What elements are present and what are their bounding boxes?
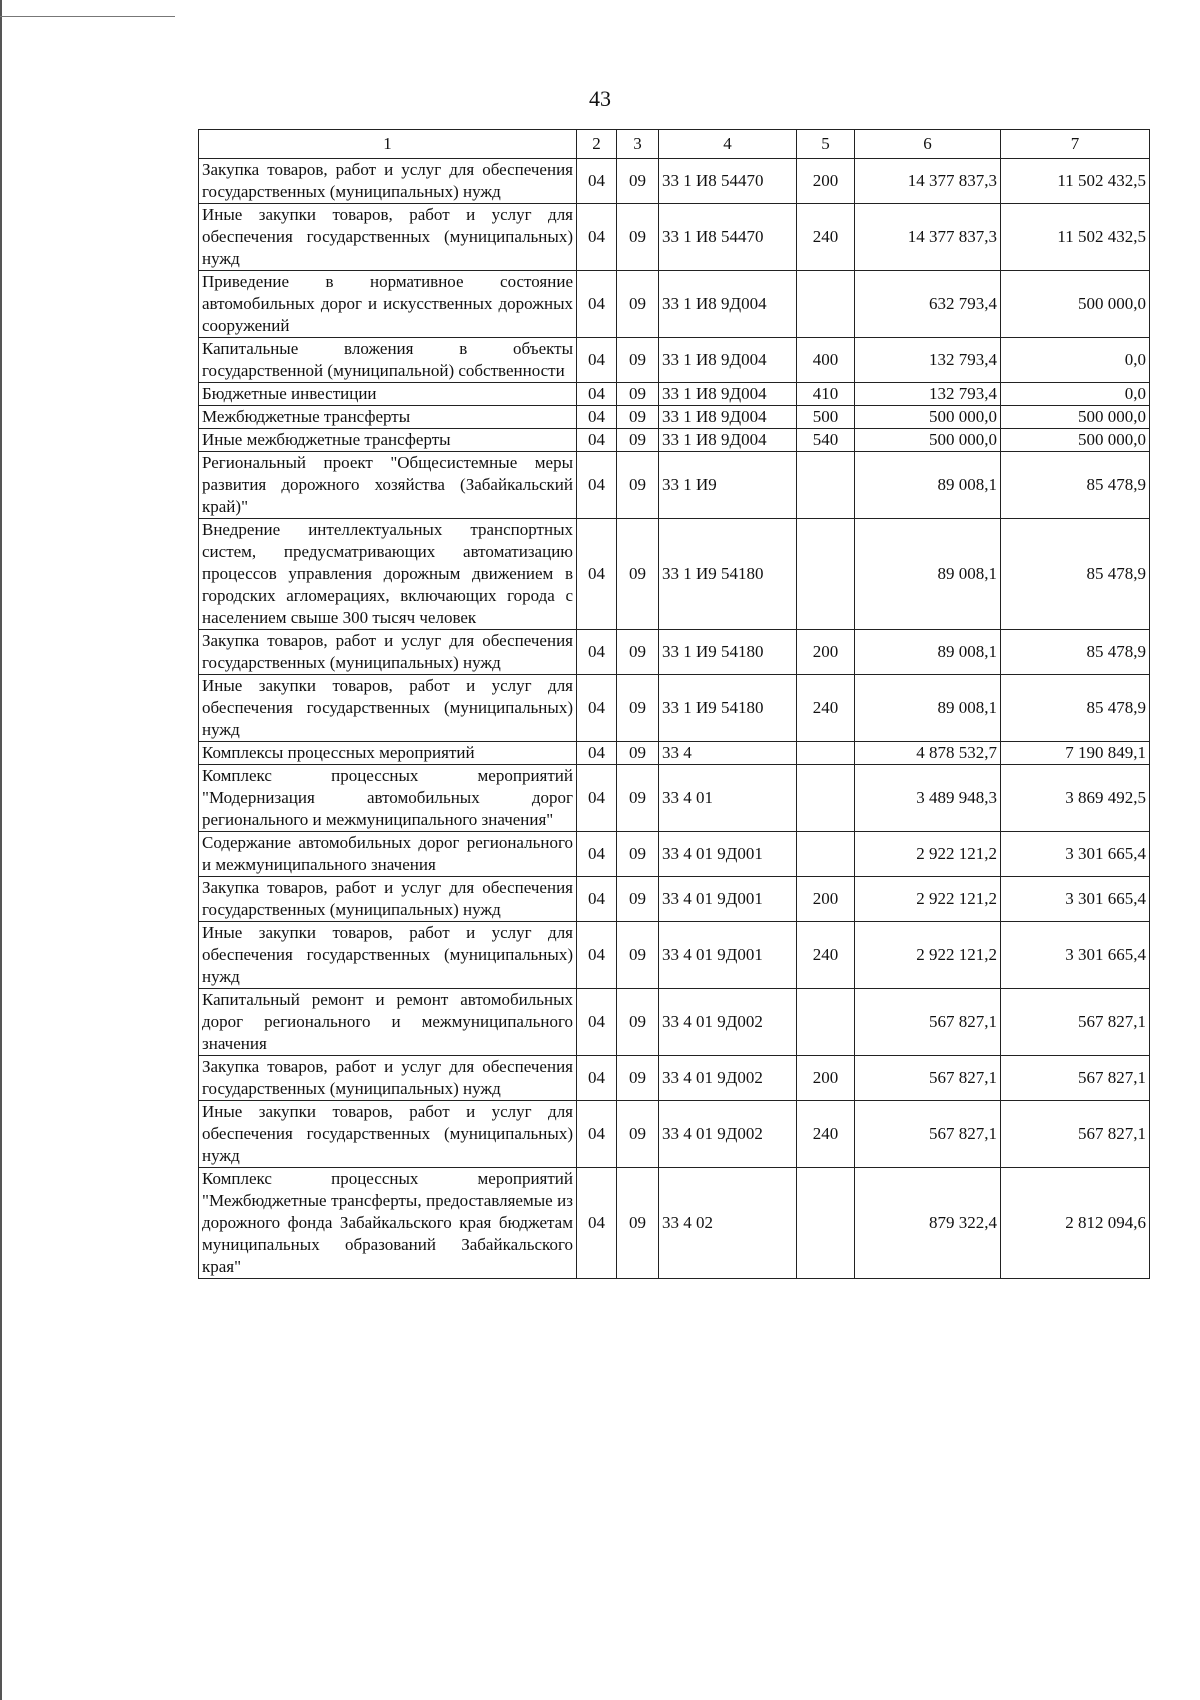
subsection-code-cell: 09 — [617, 383, 659, 406]
budget-table — [198, 129, 1150, 1279]
amount-col7-cell: 500 000,0 — [1001, 271, 1150, 338]
subsection-code-cell: 09 — [617, 630, 659, 675]
expense-type-cell — [797, 742, 855, 765]
expense-type-cell — [797, 765, 855, 832]
table-row — [199, 765, 1150, 832]
subsection-code-cell: 09 — [617, 675, 659, 742]
expense-type-cell — [797, 832, 855, 877]
table-row — [199, 1168, 1150, 1279]
section-code-cell: 04 — [577, 406, 617, 429]
subsection-code-cell: 09 — [617, 989, 659, 1056]
expense-type-cell — [797, 1168, 855, 1279]
target-code-cell: 33 1 И9 54180 — [659, 519, 797, 630]
subsection-code-cell: 09 — [617, 922, 659, 989]
target-code-cell: 33 1 И8 54470 — [659, 204, 797, 271]
table-row — [199, 742, 1150, 765]
amount-col7-cell: 85 478,9 — [1001, 519, 1150, 630]
target-code-cell: 33 4 01 9Д001 — [659, 877, 797, 922]
amount-col7-cell: 0,0 — [1001, 383, 1150, 406]
subsection-code-cell: 09 — [617, 429, 659, 452]
header-col-3: 3 — [617, 130, 659, 159]
section-code-cell: 04 — [577, 338, 617, 383]
page-number: 43 — [589, 86, 611, 111]
amount-col6-cell: 89 008,1 — [855, 452, 1001, 519]
subsection-code-cell: 09 — [617, 832, 659, 877]
target-code-cell: 33 1 И9 54180 — [659, 630, 797, 675]
row-name-cell: Иные закупки товаров, работ и услуг для обеспечения государственных (муниципальных) нужд — [199, 675, 577, 742]
section-code-cell: 04 — [577, 877, 617, 922]
section-code-cell: 04 — [577, 742, 617, 765]
expense-type-cell: 240 — [797, 922, 855, 989]
section-code-cell: 04 — [577, 159, 617, 204]
section-code-cell: 04 — [577, 271, 617, 338]
row-name-cell: Внедрение интеллектуальных транспортных систем, предусматривающих автоматизацию процессов управления дорожным движением в городских агломерациях, включающих города с населением свыше 300 тысяч человек — [199, 519, 577, 630]
section-code-cell: 04 — [577, 383, 617, 406]
table-row — [199, 1101, 1150, 1168]
target-code-cell: 33 4 01 9Д002 — [659, 1101, 797, 1168]
subsection-code-cell: 09 — [617, 204, 659, 271]
amount-col7-cell: 11 502 432,5 — [1001, 204, 1150, 271]
amount-col6-cell: 89 008,1 — [855, 519, 1001, 630]
target-code-cell: 33 1 И8 54470 — [659, 159, 797, 204]
row-name-cell: Иные закупки товаров, работ и услуг для обеспечения государственных (муниципальных) нужд — [199, 922, 577, 989]
table-row — [199, 338, 1150, 383]
expense-type-cell: 410 — [797, 383, 855, 406]
expense-type-cell — [797, 989, 855, 1056]
target-code-cell: 33 4 01 9Д002 — [659, 989, 797, 1056]
section-code-cell: 04 — [577, 1056, 617, 1101]
amount-col7-cell: 3 301 665,4 — [1001, 832, 1150, 877]
expense-type-cell — [797, 519, 855, 630]
subsection-code-cell: 09 — [617, 1168, 659, 1279]
target-code-cell: 33 1 И8 9Д004 — [659, 406, 797, 429]
scan-top-rule — [0, 16, 175, 17]
expense-type-cell — [797, 271, 855, 338]
expense-type-cell: 200 — [797, 630, 855, 675]
amount-col7-cell: 3 301 665,4 — [1001, 922, 1150, 989]
amount-col7-cell: 85 478,9 — [1001, 675, 1150, 742]
table-row — [199, 383, 1150, 406]
section-code-cell: 04 — [577, 429, 617, 452]
section-code-cell: 04 — [577, 675, 617, 742]
row-name-cell: Региональный проект "Общесистемные меры развития дорожного хозяйства (Забайкальский край)" — [199, 452, 577, 519]
amount-col6-cell: 132 793,4 — [855, 383, 1001, 406]
expense-type-cell: 200 — [797, 1056, 855, 1101]
row-name-cell: Иные закупки товаров, работ и услуг для обеспечения государственных (муниципальных) нужд — [199, 1101, 577, 1168]
table-row — [199, 1056, 1150, 1101]
table-row — [199, 675, 1150, 742]
subsection-code-cell: 09 — [617, 1056, 659, 1101]
row-name-cell: Приведение в нормативное состояние автомобильных дорог и искусственных дорожных сооружений — [199, 271, 577, 338]
table-row — [199, 922, 1150, 989]
target-code-cell: 33 4 01 9Д001 — [659, 922, 797, 989]
row-name-cell: Закупка товаров, работ и услуг для обеспечения государственных (муниципальных) нужд — [199, 159, 577, 204]
amount-col6-cell: 14 377 837,3 — [855, 204, 1001, 271]
amount-col6-cell: 89 008,1 — [855, 630, 1001, 675]
amount-col6-cell: 500 000,0 — [855, 406, 1001, 429]
header-row — [199, 130, 1150, 159]
subsection-code-cell: 09 — [617, 742, 659, 765]
amount-col7-cell: 567 827,1 — [1001, 1101, 1150, 1168]
row-name-cell: Капитальный ремонт и ремонт автомобильных дорог регионального и межмуниципального значения — [199, 989, 577, 1056]
row-name-cell: Комплексы процессных мероприятий — [199, 742, 577, 765]
row-name-cell: Закупка товаров, работ и услуг для обеспечения государственных (муниципальных) нужд — [199, 877, 577, 922]
subsection-code-cell: 09 — [617, 406, 659, 429]
section-code-cell: 04 — [577, 765, 617, 832]
section-code-cell: 04 — [577, 630, 617, 675]
table-row — [199, 429, 1150, 452]
table-row — [199, 989, 1150, 1056]
amount-col6-cell: 500 000,0 — [855, 429, 1001, 452]
expense-type-cell: 540 — [797, 429, 855, 452]
target-code-cell: 33 4 02 — [659, 1168, 797, 1279]
subsection-code-cell: 09 — [617, 519, 659, 630]
amount-col6-cell: 3 489 948,3 — [855, 765, 1001, 832]
amount-col7-cell: 2 812 094,6 — [1001, 1168, 1150, 1279]
target-code-cell: 33 4 01 9Д002 — [659, 1056, 797, 1101]
subsection-code-cell: 09 — [617, 1101, 659, 1168]
row-name-cell: Иные закупки товаров, работ и услуг для обеспечения государственных (муниципальных) нужд — [199, 204, 577, 271]
table-row — [199, 271, 1150, 338]
header-col-4: 4 — [659, 130, 797, 159]
header-col-7: 7 — [1001, 130, 1150, 159]
section-code-cell: 04 — [577, 1101, 617, 1168]
table-row — [199, 406, 1150, 429]
expense-type-cell: 200 — [797, 159, 855, 204]
expense-type-cell: 400 — [797, 338, 855, 383]
target-code-cell: 33 1 И8 9Д004 — [659, 271, 797, 338]
amount-col6-cell: 632 793,4 — [855, 271, 1001, 338]
header-col-1: 1 — [199, 130, 577, 159]
target-code-cell: 33 1 И8 9Д004 — [659, 383, 797, 406]
subsection-code-cell: 09 — [617, 159, 659, 204]
expense-type-cell: 240 — [797, 675, 855, 742]
section-code-cell: 04 — [577, 1168, 617, 1279]
expense-type-cell: 200 — [797, 877, 855, 922]
row-name-cell: Комплекс процессных мероприятий "Межбюджетные трансферты, предоставляемые из дорожного фонда Забайкальского края бюджетам муниципальных образований Забайкальского края" — [199, 1168, 577, 1279]
amount-col7-cell: 567 827,1 — [1001, 1056, 1150, 1101]
target-code-cell: 33 4 01 9Д001 — [659, 832, 797, 877]
row-name-cell: Бюджетные инвестиции — [199, 383, 577, 406]
amount-col7-cell: 7 190 849,1 — [1001, 742, 1150, 765]
amount-col7-cell: 567 827,1 — [1001, 989, 1150, 1056]
section-code-cell: 04 — [577, 452, 617, 519]
amount-col7-cell: 3 869 492,5 — [1001, 765, 1150, 832]
subsection-code-cell: 09 — [617, 877, 659, 922]
amount-col6-cell: 567 827,1 — [855, 1056, 1001, 1101]
subsection-code-cell: 09 — [617, 338, 659, 383]
target-code-cell: 33 4 01 — [659, 765, 797, 832]
expense-type-cell: 240 — [797, 1101, 855, 1168]
amount-col7-cell: 500 000,0 — [1001, 406, 1150, 429]
amount-col6-cell: 89 008,1 — [855, 675, 1001, 742]
header-col-6: 6 — [855, 130, 1001, 159]
table-row — [199, 204, 1150, 271]
table-row — [199, 452, 1150, 519]
header-col-5: 5 — [797, 130, 855, 159]
subsection-code-cell: 09 — [617, 271, 659, 338]
table-row — [199, 877, 1150, 922]
row-name-cell: Комплекс процессных мероприятий "Модернизация автомобильных дорог регионального и межмуниципального значения" — [199, 765, 577, 832]
row-name-cell: Содержание автомобильных дорог регионального и межмуниципального значения — [199, 832, 577, 877]
row-name-cell: Иные межбюджетные трансферты — [199, 429, 577, 452]
amount-col6-cell: 4 878 532,7 — [855, 742, 1001, 765]
section-code-cell: 04 — [577, 922, 617, 989]
section-code-cell: 04 — [577, 832, 617, 877]
amount-col7-cell: 85 478,9 — [1001, 630, 1150, 675]
subsection-code-cell: 09 — [617, 452, 659, 519]
subsection-code-cell: 09 — [617, 765, 659, 832]
amount-col6-cell: 2 922 121,2 — [855, 922, 1001, 989]
target-code-cell: 33 1 И8 9Д004 — [659, 338, 797, 383]
header-col-2: 2 — [577, 130, 617, 159]
amount-col7-cell: 500 000,0 — [1001, 429, 1150, 452]
amount-col6-cell: 2 922 121,2 — [855, 877, 1001, 922]
amount-col7-cell: 3 301 665,4 — [1001, 877, 1150, 922]
section-code-cell: 04 — [577, 989, 617, 1056]
row-name-cell: Капитальные вложения в объекты государственной (муниципальной) собственности — [199, 338, 577, 383]
row-name-cell: Закупка товаров, работ и услуг для обеспечения государственных (муниципальных) нужд — [199, 630, 577, 675]
target-code-cell: 33 4 — [659, 742, 797, 765]
amount-col6-cell: 132 793,4 — [855, 338, 1001, 383]
amount-col6-cell: 879 322,4 — [855, 1168, 1001, 1279]
table-row — [199, 519, 1150, 630]
table-row — [199, 630, 1150, 675]
expense-type-cell: 240 — [797, 204, 855, 271]
table-body — [199, 159, 1150, 1279]
amount-col6-cell: 2 922 121,2 — [855, 832, 1001, 877]
section-code-cell: 04 — [577, 519, 617, 630]
target-code-cell: 33 1 И9 — [659, 452, 797, 519]
amount-col7-cell: 0,0 — [1001, 338, 1150, 383]
section-code-cell: 04 — [577, 204, 617, 271]
expense-type-cell — [797, 452, 855, 519]
scan-left-edge — [0, 0, 2, 1700]
expense-type-cell: 500 — [797, 406, 855, 429]
amount-col7-cell: 11 502 432,5 — [1001, 159, 1150, 204]
amount-col6-cell: 567 827,1 — [855, 989, 1001, 1056]
amount-col7-cell: 85 478,9 — [1001, 452, 1150, 519]
row-name-cell: Закупка товаров, работ и услуг для обеспечения государственных (муниципальных) нужд — [199, 1056, 577, 1101]
target-code-cell: 33 1 И9 54180 — [659, 675, 797, 742]
table-row — [199, 159, 1150, 204]
row-name-cell: Межбюджетные трансферты — [199, 406, 577, 429]
amount-col6-cell: 14 377 837,3 — [855, 159, 1001, 204]
target-code-cell: 33 1 И8 9Д004 — [659, 429, 797, 452]
table-row — [199, 832, 1150, 877]
amount-col6-cell: 567 827,1 — [855, 1101, 1001, 1168]
